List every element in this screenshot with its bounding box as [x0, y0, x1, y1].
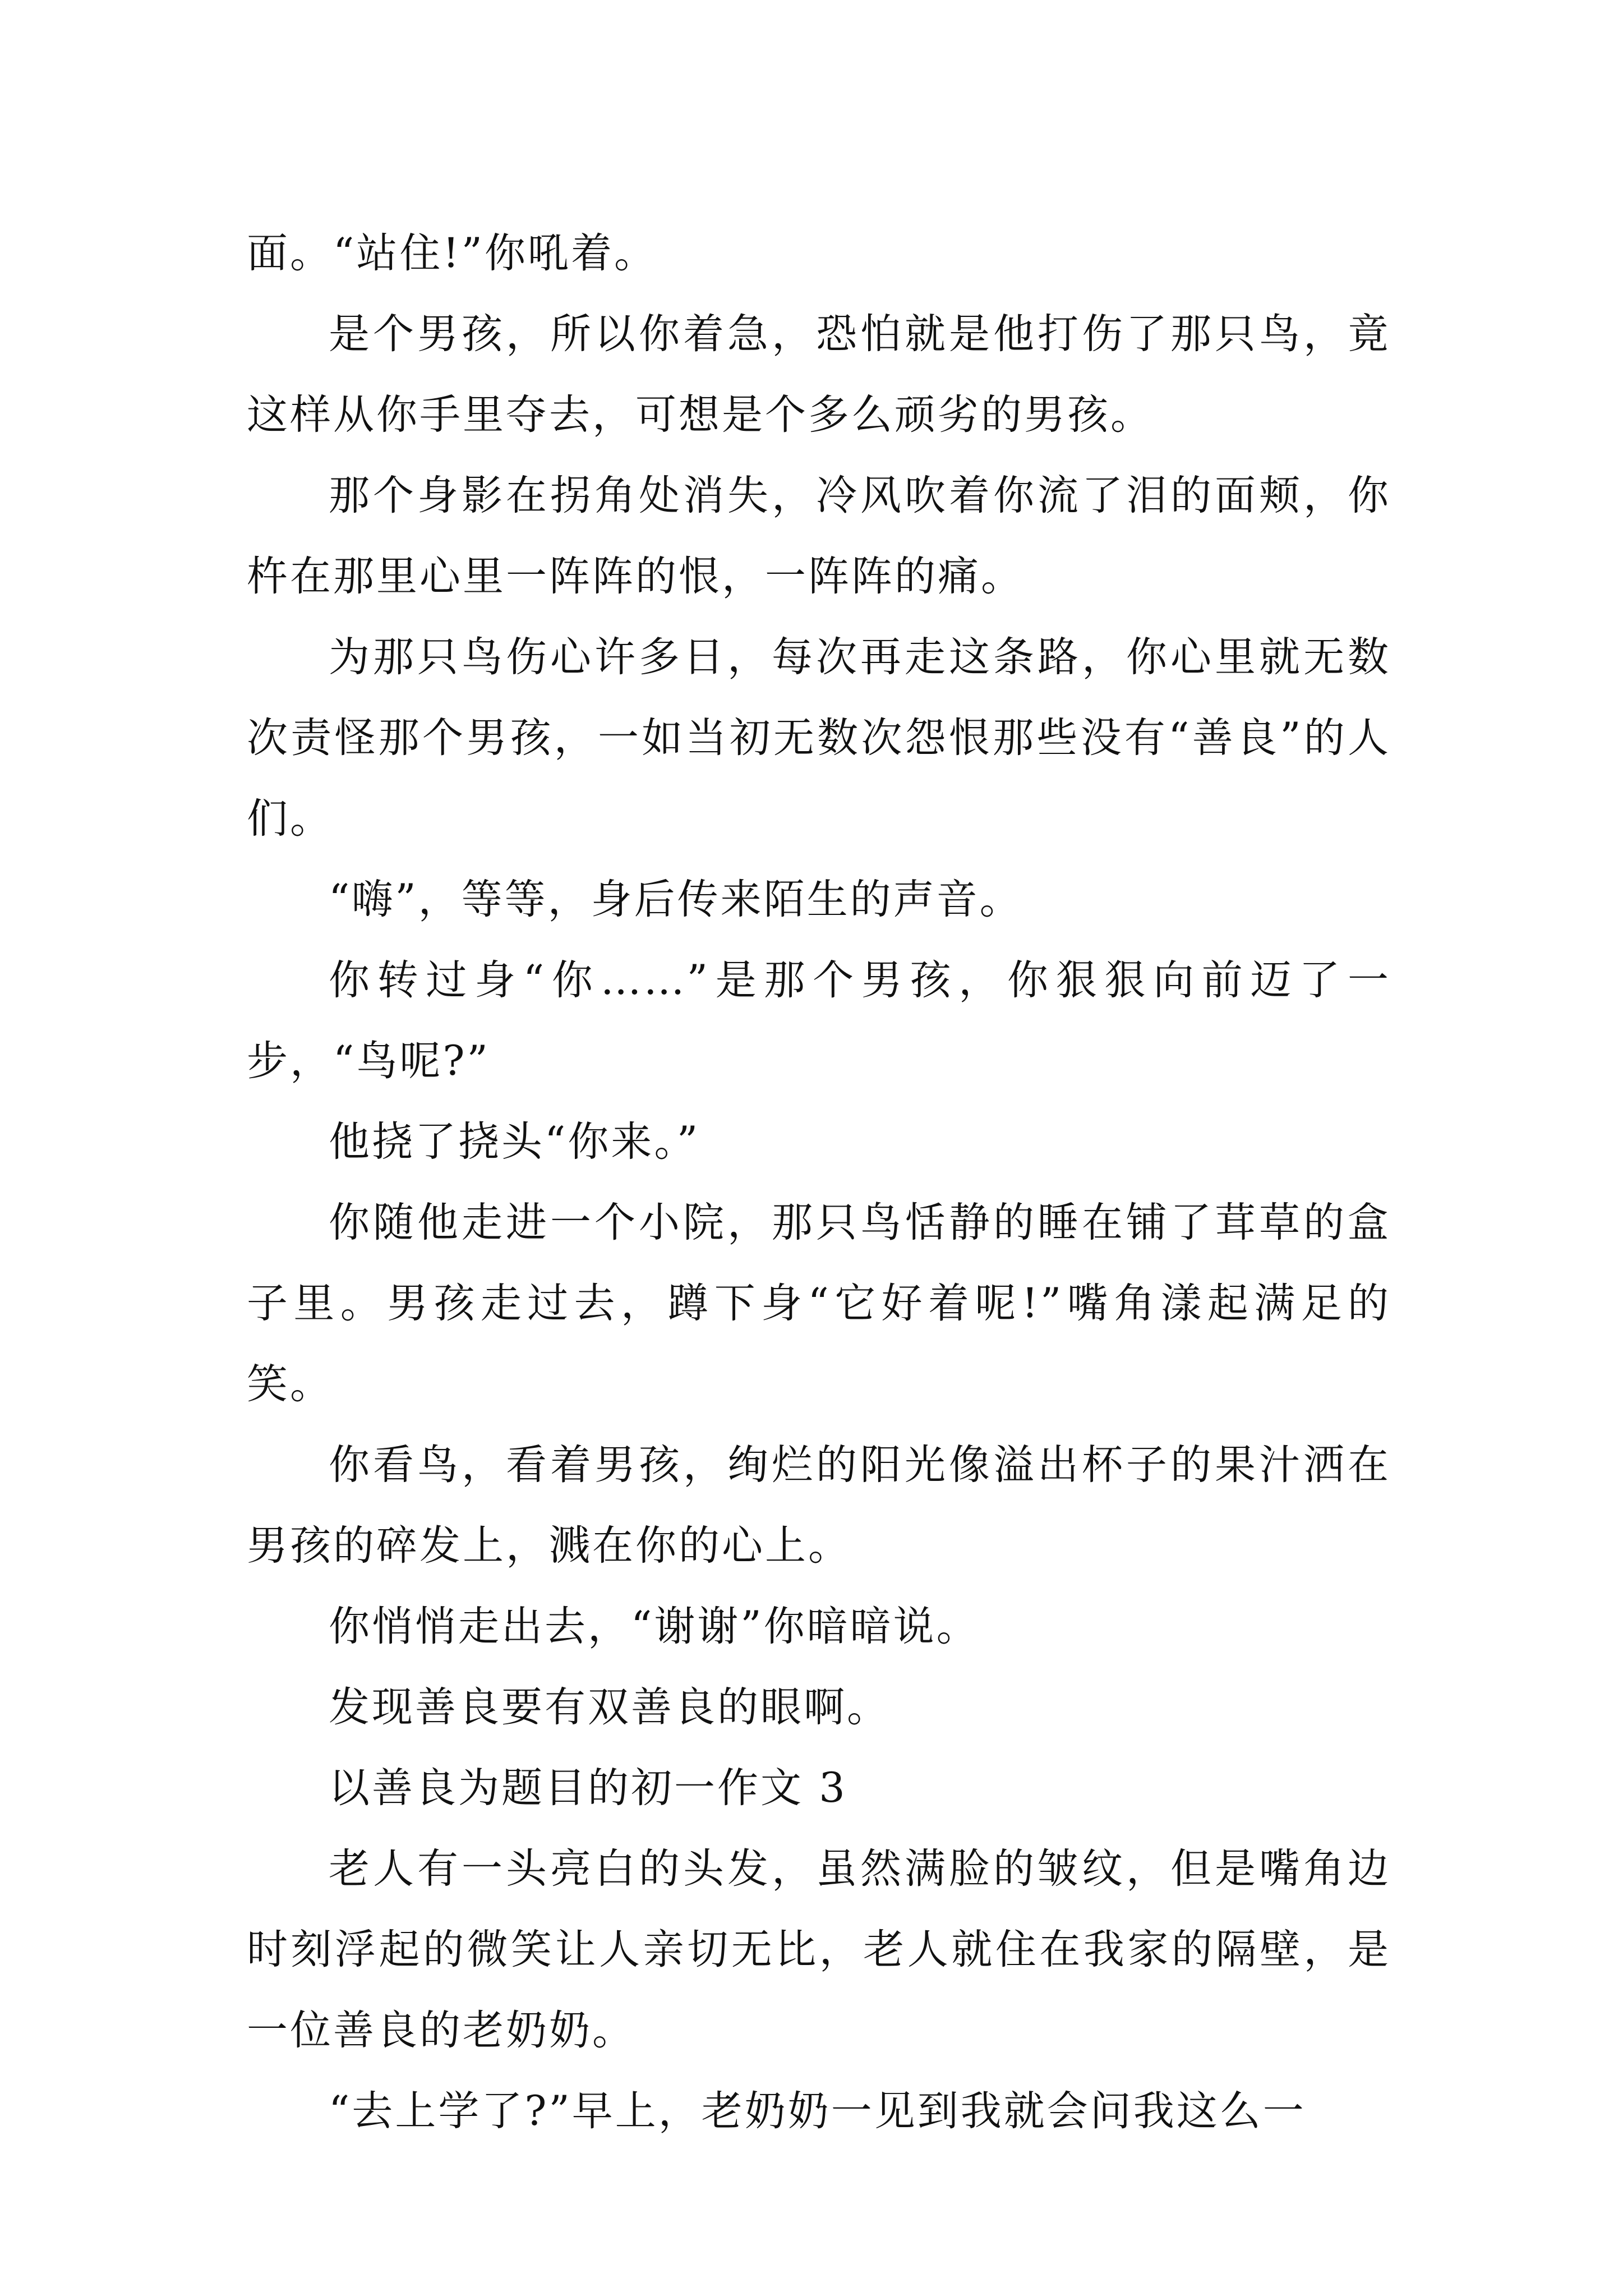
paragraph: 你转过身“你……”是那个男孩，你狠狠向前迈了一步，“鸟呢?” — [247, 956, 1391, 1085]
paragraph: “嗨”，等等，身后传来陌生的声音。 — [329, 876, 1023, 923]
paragraph: “去上学了?”早上，老奶奶一见到我就会问我这么一 — [329, 2087, 1306, 2135]
paragraph: 是个男孩，所以你着急，恐怕就是他打伤了那只鸟，竟这样从你手里夺去，可想是个多么顽劣的男孩。 — [247, 310, 1391, 439]
paragraph: 你随他走进一个小院，那只鸟恬静的睡在铺了茸草的盒子里。男孩走过去，蹲下身“它好着呢!”嘴角漾起满足的笑。 — [247, 1199, 1391, 1408]
paragraph: 那个身影在拐角处消失，冷风吹着你流了泪的面颊，你杵在那里心里一阵阵的恨，一阵阵的痛。 — [247, 472, 1391, 600]
paragraph: 面。“站住!”你吼着。 — [247, 229, 657, 277]
paragraph: 发现善良要有双善良的眼啊。 — [329, 1683, 890, 1731]
paragraph: 你悄悄走出去，“谢谢”你暗暗说。 — [329, 1603, 980, 1650]
paragraph: 老人有一头亮白的头发，虽然满脸的皱纹，但是嘴角边时刻浮起的微笑让人亲切无比，老人就住在我家的隔壁，是一位善良的老奶奶。 — [247, 1845, 1391, 2054]
paragraph: 他挠了挠头“你来。” — [329, 1118, 700, 1166]
section-heading: 以善良为题目的初一作文 3 — [329, 1764, 847, 1812]
paragraph: 你看鸟，看着男孩，绚烂的阳光像溢出杯子的果汁洒在男孩的碎发上，溅在你的心上。 — [247, 1441, 1391, 1570]
document-body — [247, 213, 1391, 2152]
paragraph: 为那只鸟伤心许多日，每次再走这条路，你心里就无数次责怪那个男孩，一如当初无数次怨恨那些没有“善良”的人们。 — [247, 633, 1391, 843]
